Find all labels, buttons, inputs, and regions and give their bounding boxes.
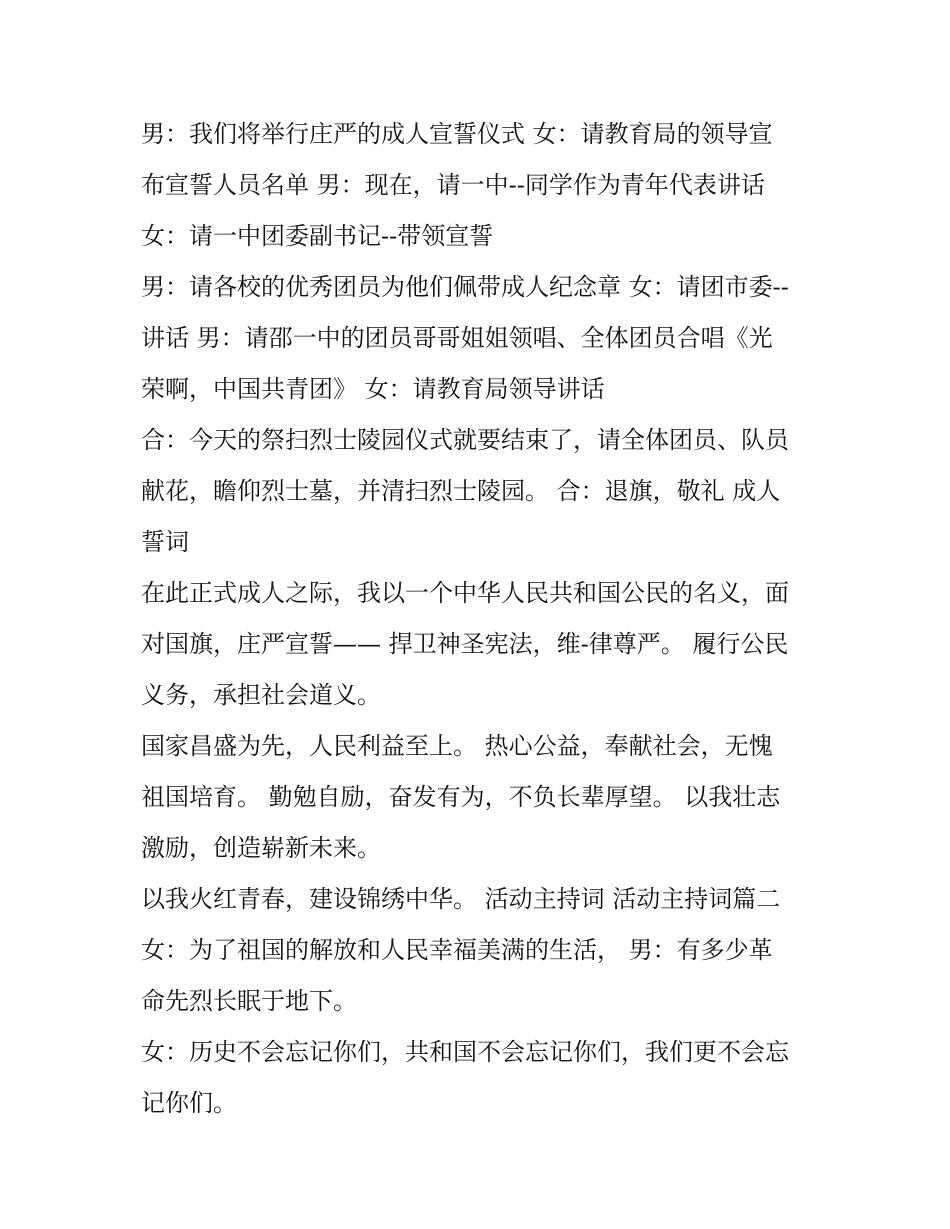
- text-line: 在此正式成人之际，我以一个中华人民共和国公民的名义，面: [141, 579, 789, 607]
- text-line: 讲话 男：请邵一中的团员哥哥姐姐领唱、全体团员合唱《光: [141, 324, 773, 352]
- document-body: [141, 109, 821, 1129]
- text-line: 男：我们将举行庄严的成人宣誓仪式 女：请教育局的领导宣: [141, 120, 773, 148]
- text-line: 女：为了祖国的解放和人民幸福美满的生活， 男：有多少革: [141, 936, 773, 964]
- text-line: 国家昌盛为先，人民利益至上。 热心公益，奉献社会，无愧: [141, 732, 773, 760]
- text-line: 激励，创造崭新未来。: [141, 834, 381, 862]
- text-line: 女：历史不会忘记你们，共和国不会忘记你们，我们更不会忘: [141, 1038, 789, 1066]
- text-line: 合：今天的祭扫烈士陵园仪式就要结束了，请全体团员、队员: [141, 426, 789, 454]
- text-line: 女：请一中团委副书记--带领宣誓: [141, 222, 494, 250]
- text-line: 以我火红青春，建设锦绣中华。 活动主持词 活动主持词篇二: [141, 885, 781, 913]
- text-line: 祖国培育。 勤勉自励，奋发有为，不负长辈厚望。 以我壮志: [141, 783, 781, 811]
- text-line: 誓词: [141, 528, 189, 556]
- text-line: 命先烈长眠于地下。: [141, 987, 357, 1015]
- text-line: 荣啊，中国共青团》 女：请教育局领导讲话: [141, 375, 605, 403]
- text-line: 记你们。: [141, 1089, 237, 1117]
- text-line: 献花，瞻仰烈士墓，并清扫烈士陵园。 合：退旗，敬礼 成人: [141, 477, 781, 505]
- text-line: 对国旗，庄严宣誓—— 捍卫神圣宪法，维-律尊严。 履行公民: [141, 630, 789, 658]
- text-line: 布宣誓人员名单 男：现在，请一中--同学作为青年代表讲话: [141, 171, 765, 199]
- text-line: 义务，承担社会道义。: [141, 681, 381, 709]
- text-line: 男：请各校的优秀团员为他们佩带成人纪念章 女：请团市委--: [141, 273, 789, 301]
